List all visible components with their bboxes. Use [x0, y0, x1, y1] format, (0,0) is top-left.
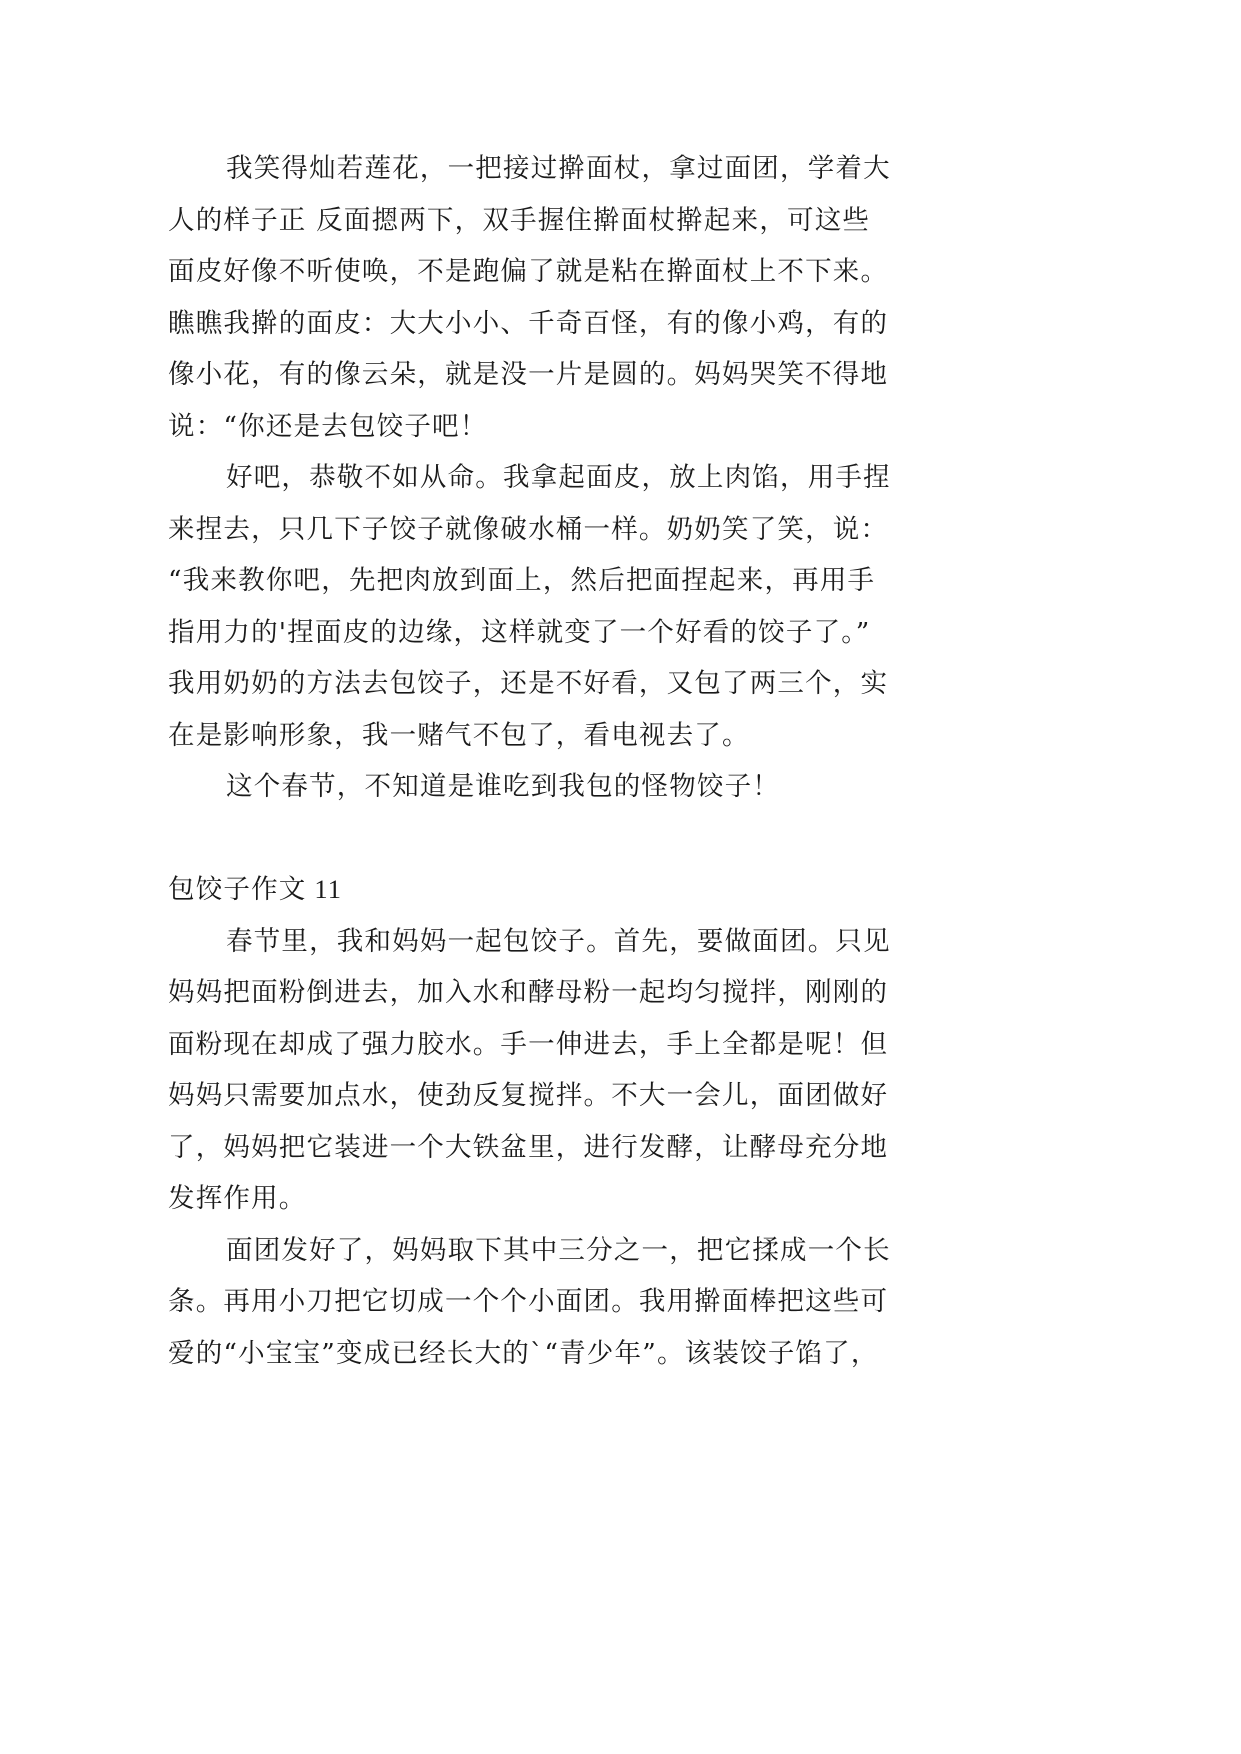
text-line: 来捏去，只几下子饺子就像破水桶一样。奶奶笑了笑，说：: [168, 513, 889, 545]
text-line: 面团发好了，妈妈取下其中三分之一，把它揉成一个长: [226, 1234, 891, 1266]
document-body: [168, 143, 958, 1379]
paragraph: [168, 452, 958, 761]
text-line: 面粉现在却成了强力胶水。手一伸进去，手上全都是呢！但: [168, 1028, 889, 1060]
essay-section: [168, 864, 958, 1379]
text-line: 指用力的'捏面皮的边缘，这样就变了一个好看的饺子了。”: [168, 616, 871, 648]
text-line: “我来教你吧，先把肉放到面上，然后把面捏起来，再用手: [168, 565, 876, 596]
text-line: 在是影响形象，我一赌气不包了，看电视去了。: [168, 719, 750, 751]
text-line: 像小花，有的像云朵，就是没一片是圆的。妈妈哭笑不得地: [168, 359, 889, 390]
text-line: 春节里，我和妈妈一起包饺子。首先，要做面团。只见: [226, 925, 891, 957]
text-line: 好吧，恭敬不如从命。我拿起面皮，放上肉馅，用手捏: [226, 462, 891, 493]
text-line: 面皮好像不听使唤，不是跑偏了就是粘在擀面杖上不下来。: [168, 256, 889, 287]
text-line: 了，妈妈把它装进一个大铁盆里，进行发酵，让酵母充分地: [168, 1131, 889, 1163]
text-line: 妈妈只需要加点水，使劲反复搅拌。不大一会儿，面团做好: [168, 1080, 889, 1111]
text-line: 瞧瞧我擀的面皮：大大小小、千奇百怪，有的像小鸡，有的: [168, 307, 889, 339]
text-line: 我用奶奶的方法去包饺子，还是不好看，又包了两三个，实: [168, 668, 889, 699]
paragraph: [168, 1225, 958, 1380]
section-title: 包饺子作文 11: [168, 874, 343, 904]
paragraph: [168, 143, 958, 452]
paragraph: [168, 761, 958, 813]
text-line: 人的样子正 反面摁两下，双手握住擀面杖擀起来，可这些: [168, 204, 871, 236]
text-line: 条。再用小刀把它切成一个个小面团。我用擀面棒把这些可: [168, 1286, 889, 1317]
blank-line: [168, 813, 958, 865]
text-line: 妈妈把面粉倒进去，加入水和酵母粉一起均匀搅拌，刚刚的: [168, 977, 889, 1008]
text-line: 爱的“小宝宝”变成已经长大的`“青少年”。该装饺子馅了，: [168, 1337, 879, 1369]
paragraph: [168, 916, 958, 1225]
text-line: 这个春节，不知道是谁吃到我包的怪物饺子！: [226, 771, 780, 802]
text-line: 我笑得灿若莲花，一把接过擀面杖，拿过面团，学着大: [226, 153, 891, 184]
essay-section: [168, 143, 958, 813]
text-line: 说：“你还是去包饺子吧！: [168, 410, 488, 442]
text-line: 发挥作用。: [168, 1183, 307, 1214]
